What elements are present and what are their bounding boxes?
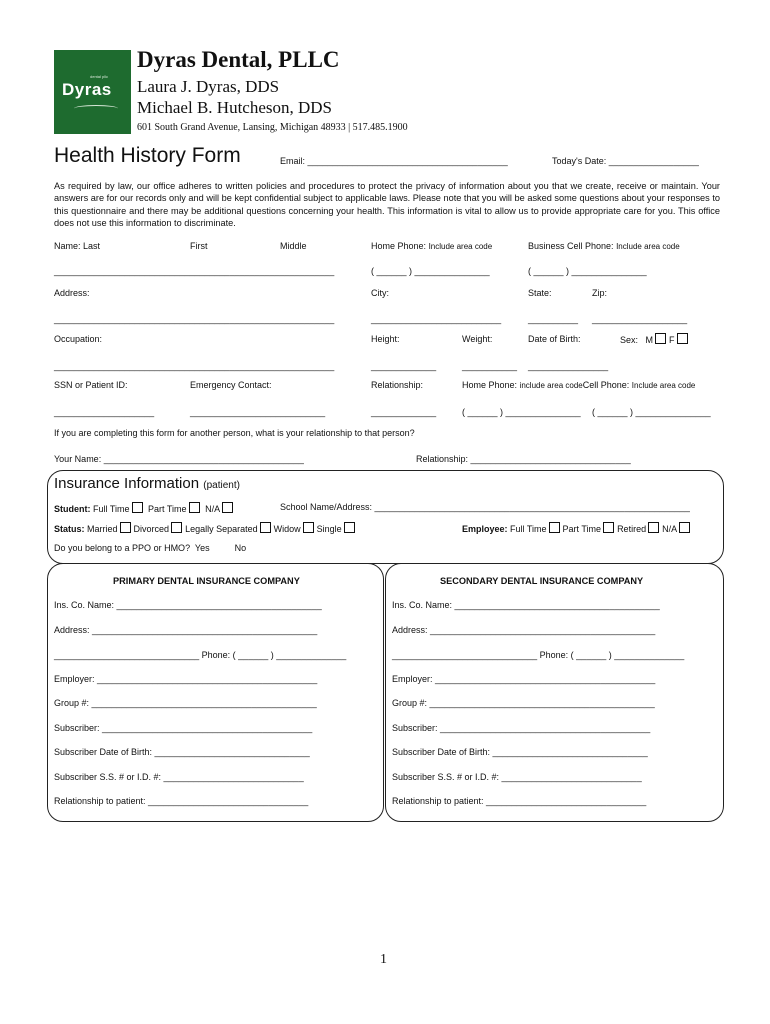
label-emergency-home-phone: Home Phone: include area codeCell Phone: Include area code <box>462 380 696 390</box>
label-dob: Date of Birth: <box>528 334 581 344</box>
label-name-first: First <box>190 241 208 251</box>
sex-options: Sex: M F <box>620 333 691 345</box>
practice-name: Dyras Dental, PLLC <box>137 47 340 72</box>
label-relationship: Relationship: <box>371 380 424 390</box>
employee-full-time-checkbox[interactable] <box>549 522 560 533</box>
state-line[interactable]: __________ <box>528 314 579 324</box>
secondary-subscriber-dob-field[interactable]: Subscriber Date of Birth: _______________________________ <box>392 747 648 757</box>
occupation-line[interactable]: ________________________________________________________ <box>54 361 335 371</box>
primary-address-field[interactable]: Address: _____________________________________________ <box>54 625 318 635</box>
insurance-title: Insurance Information (patient) <box>54 475 240 492</box>
student-part-time-checkbox[interactable] <box>189 502 200 513</box>
secondary-relationship-field[interactable]: Relationship to patient: ________________________________ <box>392 796 647 806</box>
label-home-phone: Home Phone: Include area code <box>371 241 493 251</box>
status-row: Status: Married Divorced Legally Separated Widow Single <box>54 522 358 534</box>
student-full-time-checkbox[interactable] <box>132 502 143 513</box>
logo-swoosh-icon <box>74 105 118 112</box>
business-phone-line[interactable]: ( ______ ) _______________ <box>528 266 647 276</box>
married-checkbox[interactable] <box>120 522 131 533</box>
address-line[interactable]: ________________________________________________________ <box>54 314 335 324</box>
employee-na-checkbox[interactable] <box>679 522 690 533</box>
dentist-2: Michael B. Hutcheson, DDS <box>137 98 333 117</box>
primary-subscriber-dob-field[interactable]: Subscriber Date of Birth: _______________________________ <box>54 747 310 757</box>
employee-part-time-checkbox[interactable] <box>603 522 614 533</box>
secondary-address-field[interactable]: Address: _____________________________________________ <box>392 625 656 635</box>
primary-heading: PRIMARY DENTAL INSURANCE COMPANY <box>113 576 300 586</box>
other-person-question: If you are completing this form for another person, what is your relationship to that person? <box>54 428 415 438</box>
home-phone-line[interactable]: ( ______ ) _______________ <box>371 266 490 276</box>
widow-checkbox[interactable] <box>303 522 314 533</box>
dob-line[interactable]: ________________ <box>528 361 609 371</box>
divorced-checkbox[interactable] <box>171 522 182 533</box>
primary-ins-co-field[interactable]: Ins. Co. Name: _________________________________________ <box>54 600 322 610</box>
city-line[interactable]: __________________________ <box>371 314 502 324</box>
primary-employer-field[interactable]: Employer: ____________________________________________ <box>54 674 318 684</box>
label-occupation: Occupation: <box>54 334 103 344</box>
label-weight: Weight: <box>462 334 493 344</box>
label-zip: Zip: <box>592 288 608 298</box>
name-line[interactable]: ________________________________________________________ <box>54 266 335 276</box>
ppo-no[interactable]: No <box>234 543 247 553</box>
cell-phone-line[interactable]: ( ______ ) _______________ <box>592 407 711 417</box>
zip-line[interactable]: ___________________ <box>592 314 688 324</box>
height-line[interactable]: _____________ <box>371 361 437 371</box>
label-height: Height: <box>371 334 400 344</box>
sex-f-checkbox[interactable] <box>677 333 688 344</box>
primary-relationship-field[interactable]: Relationship to patient: ________________________________ <box>54 796 309 806</box>
your-relationship-field[interactable]: Relationship: ________________________________ <box>416 454 631 464</box>
logo-text: Dyras <box>62 80 112 99</box>
todays-date-field[interactable]: Today's Date: __________________ <box>552 156 699 166</box>
student-row: Student: Full Time Part Time N/A <box>54 502 236 514</box>
practice-address: 601 South Grand Avenue, Lansing, Michigan 48933 | 517.485.1900 <box>137 122 408 133</box>
primary-subscriber-field[interactable]: Subscriber: __________________________________________ <box>54 723 313 733</box>
emergency-home-phone-line[interactable]: ( ______ ) _______________ <box>462 407 581 417</box>
label-business-phone: Business Cell Phone: Include area code <box>528 241 680 251</box>
secondary-ins-co-field[interactable]: Ins. Co. Name: _________________________________________ <box>392 600 660 610</box>
legally-separated-checkbox[interactable] <box>260 522 271 533</box>
label-name-last: Name: Last <box>54 241 101 251</box>
employee-row: Employee: Full Time Part Time Retired N/A <box>462 522 693 534</box>
logo-tagline: dental pllc <box>90 74 109 79</box>
school-field[interactable]: School Name/Address: _______________________________________________________________ <box>280 502 690 512</box>
ppo-yes[interactable]: Yes <box>194 543 210 553</box>
student-na-checkbox[interactable] <box>222 502 233 513</box>
label-ssn: SSN or Patient ID: <box>54 380 128 390</box>
your-name-field[interactable]: Your Name: ________________________________________ <box>54 454 304 464</box>
secondary-heading: SECONDARY DENTAL INSURANCE COMPANY <box>440 576 644 586</box>
primary-group-field[interactable]: Group #: _____________________________________________ <box>54 698 317 708</box>
dentist-1: Laura J. Dyras, DDS <box>137 77 280 96</box>
label-name-middle: Middle <box>280 241 307 251</box>
primary-phone-field[interactable]: _____________________________ Phone: ( ______ ) ______________ <box>54 650 347 660</box>
sex-m-checkbox[interactable] <box>655 333 666 344</box>
ssn-line[interactable]: ____________________ <box>54 407 155 417</box>
relationship-line[interactable]: _____________ <box>371 407 437 417</box>
label-city: City: <box>371 288 389 298</box>
label-address: Address: <box>54 288 90 298</box>
secondary-phone-field[interactable]: _____________________________ Phone: ( ______ ) ______________ <box>392 650 685 660</box>
label-emergency-contact: Emergency Contact: <box>190 380 272 390</box>
privacy-notice: As required by law, our office adheres to written policies and procedures to protect the privacy of information about you that we create, receive or maintain. Your answers are for our records only and will be kept confidential subject to applicable laws. Please note that you will be asked some questions about your responses to this questionnaire and there may be additional questions concerning your health. This information is vital to allow us to provide appropriate care for you. This office does not use this information to discriminate. <box>54 181 720 228</box>
retired-checkbox[interactable] <box>648 522 659 533</box>
ppo-question: Do you belong to a PPO or HMO? Yes No <box>54 543 247 553</box>
weight-line[interactable]: ___________ <box>462 361 518 371</box>
secondary-subscriber-field[interactable]: Subscriber: __________________________________________ <box>392 723 651 733</box>
label-state: State: <box>528 288 552 298</box>
emergency-contact-line[interactable]: ___________________________ <box>190 407 326 417</box>
single-checkbox[interactable] <box>344 522 355 533</box>
email-field[interactable]: Email: ________________________________________ <box>280 156 508 166</box>
page-number: 1 <box>380 952 387 967</box>
form-title: Health History Form <box>54 144 241 167</box>
secondary-subscriber-ss-field[interactable]: Subscriber S.S. # or I.D. #: ____________________________ <box>392 772 642 782</box>
secondary-employer-field[interactable]: Employer: ____________________________________________ <box>392 674 656 684</box>
practice-logo <box>54 50 131 134</box>
primary-subscriber-ss-field[interactable]: Subscriber S.S. # or I.D. #: ____________________________ <box>54 772 304 782</box>
secondary-group-field[interactable]: Group #: _____________________________________________ <box>392 698 655 708</box>
